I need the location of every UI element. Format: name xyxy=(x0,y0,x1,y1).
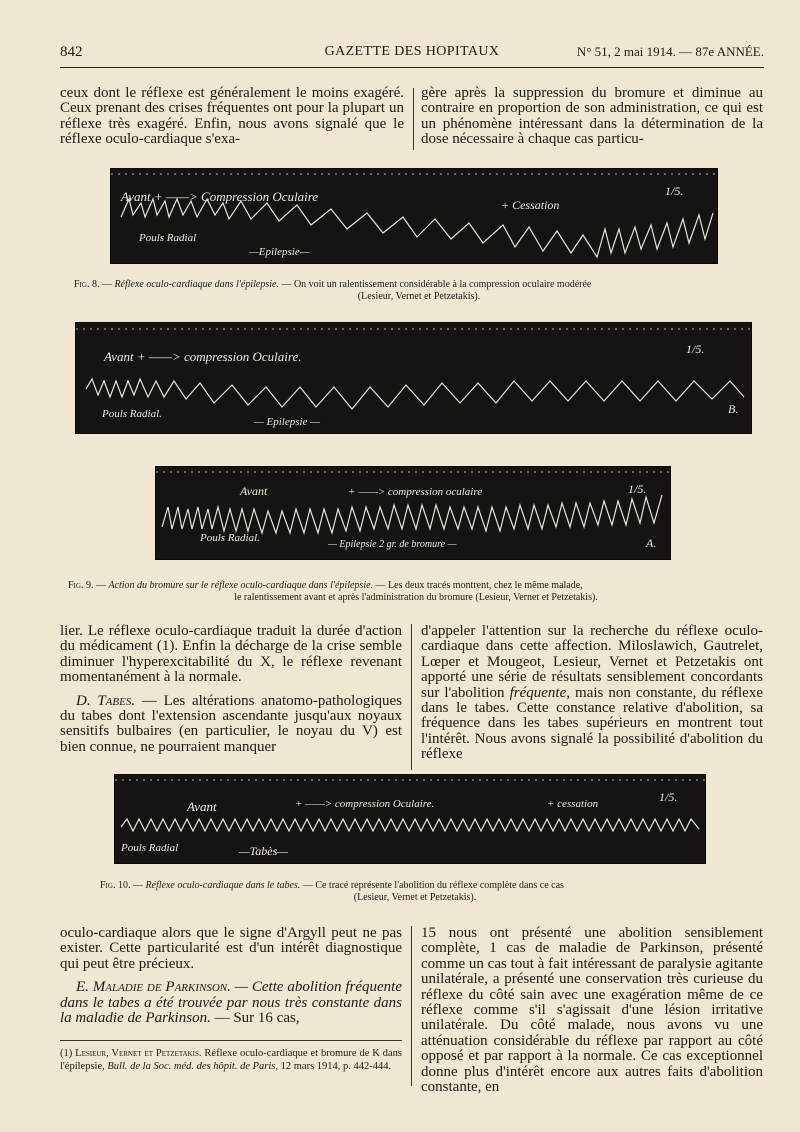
figure-9a-trace xyxy=(155,466,671,560)
middle-left-p1: lier. Le réflexe oculo-cardiaque traduit la durée d'action du médicament (1). Enfin la décharge de la crise semble diminuer l'hyperexcitabilité du X, le réflexe revenant momentanément à la normale. xyxy=(60,623,402,686)
figure-9-caption: Fig. 9. — Action du bromure sur le réflexe oculo-cardiaque dans l'épilepsie. — Les deux tracés montrent, chez le même malade, le ralentissement avant et après l'administration du bromure (Lesieur, Vernet et Petzetakis). xyxy=(68,580,764,604)
emphasis: fréquente xyxy=(509,684,567,701)
trace-label-pouls: Pouls Radial. xyxy=(102,408,162,420)
figure-8-svg xyxy=(111,169,717,263)
figure-label: Fig. 10. xyxy=(100,880,131,891)
footnote-authors: Lesieur, Vernet et Petzetakis. xyxy=(75,1048,202,1059)
section-heading-parkinson: E. Maladie de Parkinson. xyxy=(76,979,231,996)
top-left-text: ceux dont le réflexe est généralement le moins exagéré. Ceux prenant des crises fréquentes ont pour la plupart un réflexe très exagéré. Enfin, nous avons signalé que le réflexe oculo-cardiaque s'exa- xyxy=(60,85,404,148)
page-header xyxy=(60,44,764,64)
journal-title: GAZETTE DES HOPITAUX xyxy=(324,44,500,59)
figure-10-caption: Fig. 10. — Réflexe oculo-cardiaque dans le tabes. — Ce tracé représente l'abolition du réflexe complète dans ce cas (Lesieur, Vernet et Petzetakis). xyxy=(100,880,730,904)
bottom-right-column xyxy=(421,926,763,1095)
section-heading-tabes: D. Tabes. xyxy=(76,692,136,709)
footnote-ref: 12 mars 1914, p. 442-444. xyxy=(278,1060,392,1072)
figure-8-trace xyxy=(110,168,718,264)
middle-right-column xyxy=(421,624,763,763)
trace-label-condition: — Epilepsie 2 gr. de bromure — xyxy=(328,539,457,550)
footnote-marker: (1) xyxy=(60,1048,73,1059)
column-divider xyxy=(413,88,414,150)
text-run: — Sur 16 cas, xyxy=(210,1010,300,1027)
trace-label-avant: Avant xyxy=(240,484,268,498)
trace-label-compression: + ——> compression oculaire xyxy=(348,486,483,498)
bottom-left-p1: oculo-cardiaque alors que le signe d'Argyll peut ne pas exister. Cette particularité est d'un intérêt diagnostique qui peut être précieux. xyxy=(60,925,402,972)
trace-label-condition: —Tabès— xyxy=(239,844,288,858)
trace-label-letter: A. xyxy=(646,536,657,550)
bottom-left-p2 xyxy=(60,980,402,1026)
column-divider xyxy=(411,926,412,1086)
text-run: d'appeler l'attention sur la recherche du réflexe oculo-cardiaque dans cette affection. Miloslawich, Gautrelet, Lœper et Mougeot, Lesieur, Vernet et Petzetakis ont apporté une série de résultats sensiblement concordants sur l'abolition xyxy=(421,623,763,701)
pulse-trace xyxy=(86,379,744,409)
figure-caption-line2: le ralentissement avant et après l'administration du bromure (Lesieur, Vernet et Petzetakis). xyxy=(234,592,598,603)
trace-label-condition: — Epilepsie — xyxy=(254,416,320,428)
bottom-left-column xyxy=(60,926,402,1026)
trace-label-cessation: + Cessation xyxy=(501,198,560,212)
bottom-right-text: 15 nous ont présenté une abolition sensiblement complète, 1 cas de maladie de Parkinson, présenté comme un cas tout à fait intéressant de paralysie agitante unilatérale, a présenté une conservation très curieuse du réflexe du côté sain avec une exagération même de ce réflexe comme s'il s'agissait d'une lésion irritative unilatérale. Du côté malade, nous avons vu une atténuation considérable du réflexe par rapport au côté opposé et par rapport à la normale. Ce cas exceptionnel donne plus d'intérêt encore aux autres faits d'abolition constante, en xyxy=(421,925,763,1096)
footnote-title: Réflexe oculo-cardiaque et bromure de K dans l'épilepsie, xyxy=(60,1048,402,1072)
trace-label-compression: + ——> compression Oculaire. xyxy=(295,798,435,810)
middle-right-text xyxy=(421,624,763,763)
trace-label-letter: B. xyxy=(728,402,739,416)
issue-info: N° 51, 2 mai 1914. — 87e ANNÉE. xyxy=(576,44,764,59)
middle-left-column xyxy=(60,624,402,755)
footnote-rule xyxy=(60,1040,402,1041)
figure-label: Fig. 8. xyxy=(74,279,100,290)
figure-description: On voit un ralentissement considérable à la compression oculaire modérée xyxy=(293,279,592,290)
figure-description: Les deux tracés montrent, chez le même malade, xyxy=(388,580,583,591)
figure-10-trace xyxy=(114,774,706,864)
top-right-column xyxy=(421,86,763,148)
figure-title: Réflexe oculo-cardiaque dans le tabes. xyxy=(145,880,301,891)
trace-label-avant: Avant + ——> compression Oculaire. xyxy=(104,349,302,364)
figure-title: Réflexe oculo-cardiaque dans l'épilepsie. xyxy=(114,279,279,290)
figure-9a-svg xyxy=(156,467,670,559)
figure-authors: (Lesieur, Vernet et Petzetakis). xyxy=(353,892,477,903)
trace-label-avant: Avant + ——> Compression Oculaire xyxy=(121,189,319,204)
figure-10-svg xyxy=(115,775,705,863)
trace-label-fraction: 1/5. xyxy=(628,482,647,496)
figure-description: Ce tracé représente l'abolition du réflexe complète dans ce cas xyxy=(315,880,564,891)
emphasis: — Cette abolition fréquente dans le tabes a été trouvée par nous très constante dans la maladie de Parkinson. xyxy=(60,979,403,1027)
middle-left-p2 xyxy=(60,694,402,756)
top-right-text: gère après la suppression du bromure et diminue au contraire en proportion de son administration, ce qui est un phénomène intéressant dans la détermination de la dose nécessaire à chaque cas particu- xyxy=(421,85,763,148)
trace-label-fraction: 1/5. xyxy=(665,184,684,198)
trace-label-avant: Avant xyxy=(187,799,217,814)
footnote-journal: Bull. de la Soc. méd. des hôpit. de Paris, xyxy=(107,1060,278,1072)
footnote xyxy=(60,1048,402,1073)
figure-8-caption: Fig. 8. — Réflexe oculo-cardiaque dans l'épilepsie. — On voit un ralentissement considérable à la compression oculaire modérée (Lesieur, Vernet et Petzetakis). xyxy=(74,279,764,303)
figure-label: Fig. 9. xyxy=(68,580,94,591)
trace-label-pouls: Pouls Radial. xyxy=(200,532,260,544)
top-left-column xyxy=(60,86,404,148)
pulse-trace xyxy=(121,819,699,831)
figure-9b-trace xyxy=(75,322,752,434)
header-rule xyxy=(60,67,764,68)
text-run: , mais non constante, du réflexe dans le tabes. Cette constance relative d'abolition, sa fréquence dans les tabes supérieurs en montrent tout l'intérêt. Nous avons signalé la possibilité d'abolition du réflexe xyxy=(421,684,764,763)
pulse-trace xyxy=(121,199,713,257)
figure-title: Action du bromure sur le réflexe oculo-cardiaque dans l'épilepsie. xyxy=(108,580,374,591)
trace-label-pouls: Pouls Radial xyxy=(139,232,197,244)
trace-label-condition: —Epilepsie— xyxy=(249,246,310,258)
section-text-tabes: — Les altérations anatomo-pathologiques du tabes dont l'extension ascendante jusqu'aux noyaux sensitifs bulbaires (en particulier, le noyau du V) est bien connue, ne pourraient manquer xyxy=(60,692,402,755)
trace-label-cessation: + cessation xyxy=(547,798,599,810)
trace-label-fraction: 1/5. xyxy=(659,790,678,804)
figure-9b-svg xyxy=(76,323,751,433)
page-number: 842 xyxy=(60,44,83,60)
figure-authors: (Lesieur, Vernet et Petzetakis). xyxy=(357,291,481,302)
column-divider xyxy=(411,624,412,770)
pulse-trace xyxy=(162,495,662,533)
trace-label-pouls: Pouls Radial xyxy=(121,842,179,854)
trace-label-fraction: 1/5. xyxy=(686,342,705,356)
